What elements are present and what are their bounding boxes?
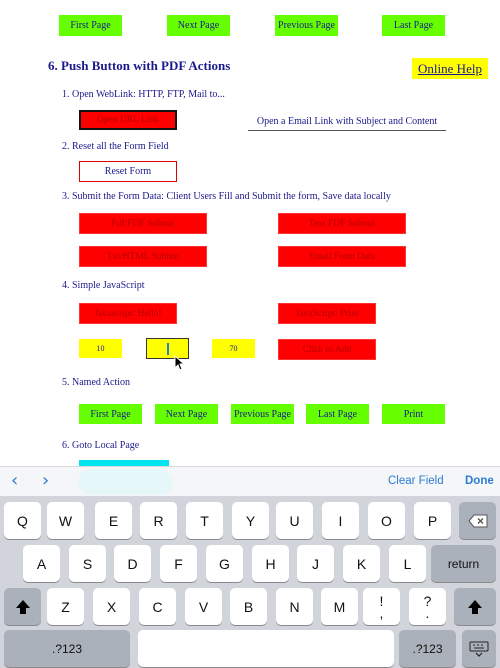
- field-glow: [78, 469, 173, 495]
- key-question-period[interactable]: [409, 588, 446, 625]
- section-1-label: 1. Open WebLink: HTTP, FTP, Mail to...: [62, 89, 225, 100]
- keyboard-toolbar: [0, 466, 500, 496]
- onscreen-keyboard: [0, 496, 500, 668]
- numbers-key-right[interactable]: .?123: [399, 630, 456, 667]
- key-b[interactable]: B: [230, 588, 267, 625]
- key-a[interactable]: A: [23, 545, 60, 582]
- nav-first-page-button[interactable]: First Page: [59, 15, 122, 36]
- named-first-page-button[interactable]: First Page: [79, 404, 142, 424]
- nav-last-page-button[interactable]: Last Page: [382, 15, 445, 36]
- key-k[interactable]: K: [343, 545, 380, 582]
- html-submit-button[interactable]: Txt/HTML Submit: [79, 246, 207, 267]
- section-6-label: 6. Goto Local Page: [62, 440, 140, 451]
- number-field-c[interactable]: 70: [212, 339, 255, 358]
- numbers-key-left[interactable]: .?123: [4, 630, 130, 667]
- backspace-icon: [468, 514, 488, 528]
- online-help-link[interactable]: Online Help: [412, 58, 488, 79]
- open-url-link-button[interactable]: Open URL Link: [79, 110, 177, 130]
- key-t[interactable]: T: [186, 502, 223, 539]
- key-r[interactable]: R: [140, 502, 177, 539]
- key-n[interactable]: N: [276, 588, 313, 625]
- key-q[interactable]: Q: [4, 502, 41, 539]
- key-l[interactable]: L: [389, 545, 426, 582]
- text-cursor: [167, 343, 169, 355]
- key-period-label: .: [425, 604, 430, 621]
- shift-icon: [15, 599, 31, 615]
- email-link-button[interactable]: Open a Email Link with Subject and Content: [248, 113, 446, 131]
- shift-key-left[interactable]: [4, 588, 41, 625]
- reset-form-button[interactable]: Reset Form: [79, 161, 177, 182]
- backspace-key[interactable]: [459, 502, 496, 539]
- key-p[interactable]: P: [414, 502, 451, 539]
- key-c[interactable]: C: [139, 588, 176, 625]
- key-i[interactable]: I: [322, 502, 359, 539]
- named-print-button[interactable]: Print: [382, 404, 445, 424]
- key-g[interactable]: G: [206, 545, 243, 582]
- done-button[interactable]: Done: [465, 475, 494, 487]
- section-4-label: 4. Simple JavaScript: [62, 280, 145, 291]
- number-field-a[interactable]: 10: [79, 339, 122, 358]
- key-s[interactable]: S: [69, 545, 106, 582]
- return-key[interactable]: return: [431, 545, 496, 582]
- key-exclaim-label: !: [379, 592, 384, 609]
- named-previous-page-button[interactable]: Previous Page: [231, 404, 294, 424]
- key-e[interactable]: E: [95, 502, 132, 539]
- section-5-label: 5. Named Action: [62, 377, 131, 388]
- clear-field-button[interactable]: Clear Field: [388, 475, 444, 487]
- key-z[interactable]: Z: [47, 588, 84, 625]
- key-v[interactable]: V: [185, 588, 222, 625]
- key-h[interactable]: H: [252, 545, 289, 582]
- key-f[interactable]: F: [160, 545, 197, 582]
- key-m[interactable]: M: [321, 588, 358, 625]
- next-field-icon[interactable]: ›: [42, 470, 50, 491]
- js-hello-button[interactable]: Javascript: Hello!: [79, 303, 177, 324]
- keyboard-dismiss-icon: [469, 641, 489, 657]
- key-y[interactable]: Y: [232, 502, 269, 539]
- fdf-submit-button[interactable]: Fdf/FDF Submit: [79, 213, 207, 234]
- named-next-page-button[interactable]: Next Page: [155, 404, 218, 424]
- key-u[interactable]: U: [276, 502, 313, 539]
- shift-icon: [467, 599, 483, 615]
- section-2-label: 2. Reset all the Form Field: [62, 141, 169, 152]
- nav-previous-page-button[interactable]: Previous Page: [275, 15, 338, 36]
- key-d[interactable]: D: [114, 545, 151, 582]
- named-last-page-button[interactable]: Last Page: [306, 404, 369, 424]
- shift-key-right[interactable]: [454, 588, 496, 625]
- key-question-label: ?: [423, 592, 432, 609]
- key-x[interactable]: X: [93, 588, 130, 625]
- previous-field-icon[interactable]: ‹: [11, 470, 19, 491]
- click-to-add-button[interactable]: Click to Add: [278, 339, 376, 360]
- mouse-pointer-icon: [174, 355, 186, 371]
- key-j[interactable]: J: [297, 545, 334, 582]
- js-print-button[interactable]: JavaScript: Print: [278, 303, 376, 324]
- key-comma-label: ,: [379, 604, 384, 621]
- key-exclaim-comma[interactable]: [363, 588, 400, 625]
- text-fdf-submit-button[interactable]: Text FDF Submit: [278, 213, 406, 234]
- key-o[interactable]: O: [368, 502, 405, 539]
- key-w[interactable]: W: [47, 502, 84, 539]
- space-bar[interactable]: [138, 630, 394, 667]
- section-3-label: 3. Submit the Form Data: Client Users Fill and Submit the form, Save data locally: [62, 191, 391, 202]
- page-title: 6. Push Button with PDF Actions: [48, 58, 231, 73]
- nav-next-page-button[interactable]: Next Page: [167, 15, 230, 36]
- email-form-data-button[interactable]: Email Form Data: [278, 246, 406, 267]
- hide-keyboard-key[interactable]: [462, 630, 496, 667]
